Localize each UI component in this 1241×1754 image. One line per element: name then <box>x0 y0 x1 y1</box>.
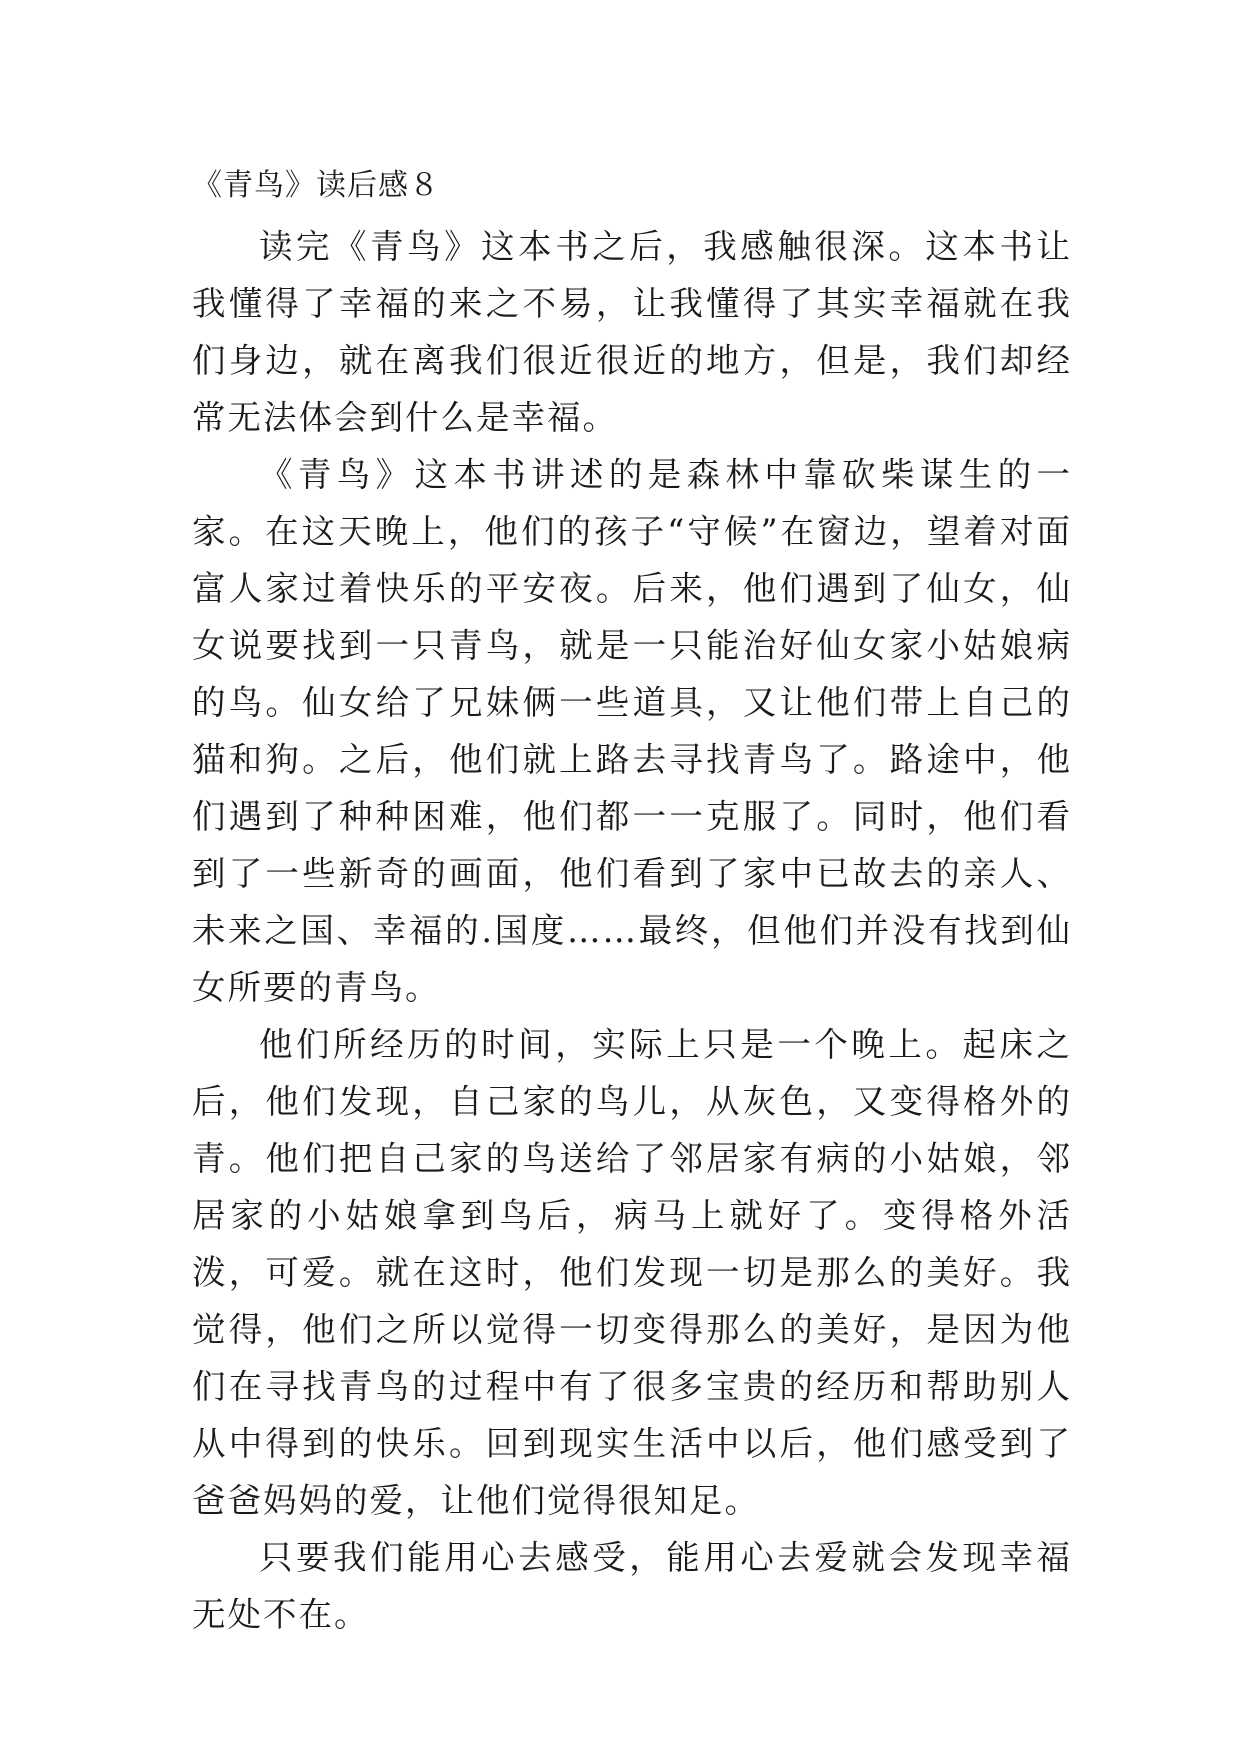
document-title: 《青鸟》读后感８ <box>192 168 440 203</box>
paragraph-2: 《青鸟》这本书讲述的是森林中靠砍柴谋生的一家。在这天晚上，他们的孩子“守候”在窗边，望着对面富人家过着快乐的平安夜。后来，他们遇到了仙女，仙女说要找到一只青鸟，就是一只能治好仙女家小姑娘病的鸟。仙女给了兄妹俩一些道具，又让他们带上自己的猫和狗。之后，他们就上路去寻找青鸟了。路途中，他们遇到了种种困难，他们都一一克服了。同时，他们看到了一些新奇的画面，他们看到了家中已故去的亲人、未来之国、幸福的.国度……最终，但他们并没有找到仙女所要的青鸟。 <box>192 455 1072 1007</box>
paragraph-1: 读完《青鸟》这本书之后，我感触很深。这本书让我懂得了幸福的来之不易，让我懂得了其实幸福就在我们身边，就在离我们很近很近的地方，但是，我们却经常无法体会到什么是幸福。 <box>192 227 1072 437</box>
paragraph-4: 只要我们能用心去感受，能用心去爱就会发现幸福无处不在。 <box>192 1538 1072 1634</box>
paragraph-3: 他们所经历的时间，实际上只是一个晚上。起床之后，他们发现，自己家的鸟儿，从灰色，又变得格外的青。他们把自己家的鸟送给了邻居家有病的小姑娘，邻居家的小姑娘拿到鸟后，病马上就好了。变得格外活泼，可爱。就在这时，他们发现一切是那么的美好。我觉得，他们之所以觉得一切变得那么的美好，是因为他们在寻找青鸟的过程中有了很多宝贵的经历和帮助别人从中得到的快乐。回到现实生活中以后，他们感受到了爸爸妈妈的爱，让他们觉得很知足。 <box>192 1025 1072 1520</box>
document-body <box>192 218 1072 1643</box>
